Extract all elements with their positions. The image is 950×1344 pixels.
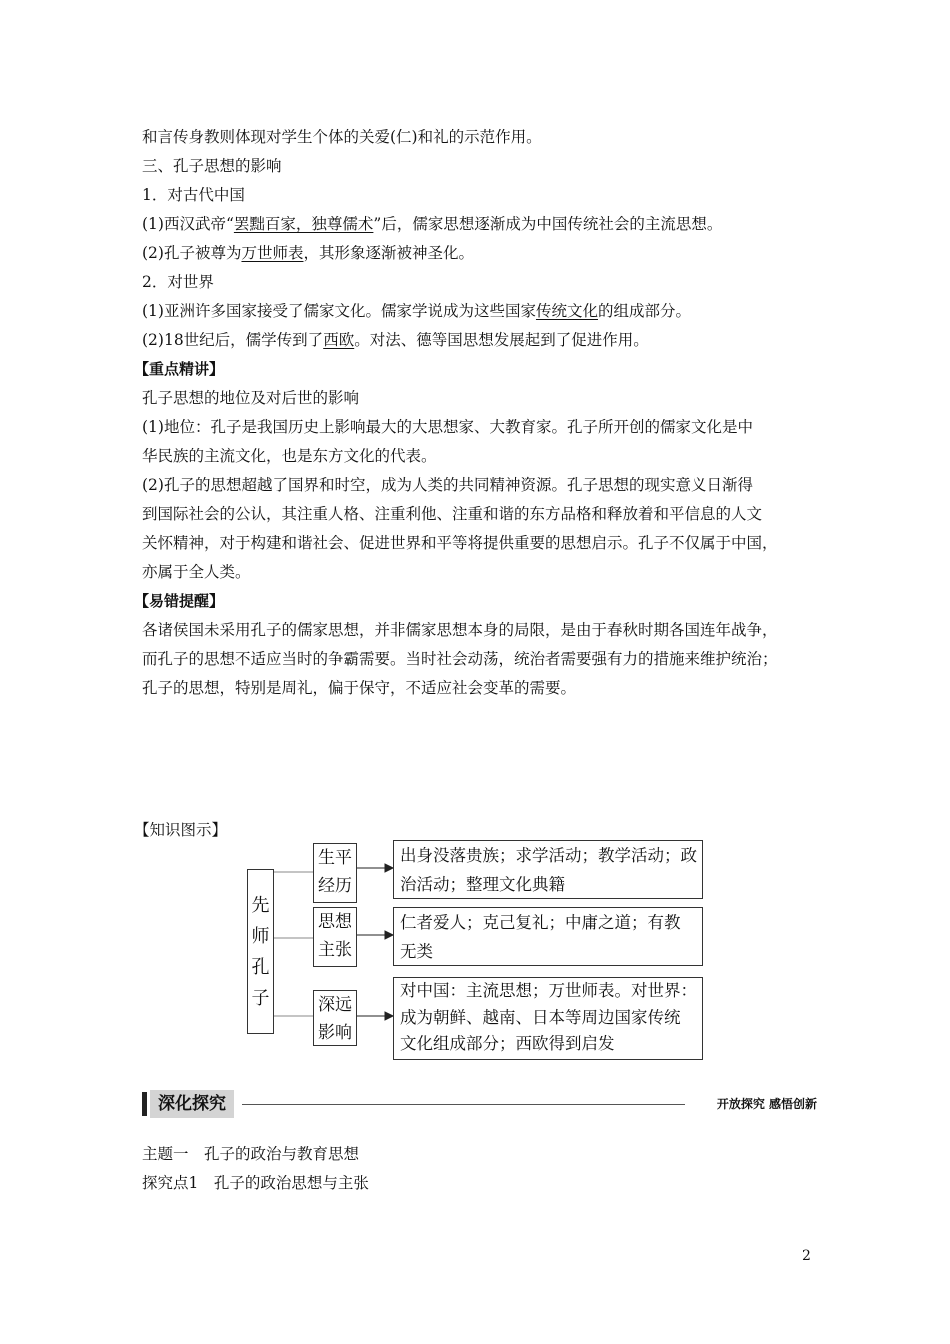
category-label: 经历 xyxy=(318,876,352,896)
banner-bar xyxy=(142,1092,147,1116)
arrow-head xyxy=(385,864,393,872)
section-heading: 三、孔子思想的影响 xyxy=(142,157,282,175)
text-line: 孔子的思想，特别是周礼，偏于保守，不适应社会变革的需要。 xyxy=(142,679,577,697)
text-span: ”后，儒家思想逐渐成为中国传统社会的主流思想。 xyxy=(373,215,723,233)
category-label: 生平 xyxy=(318,848,352,868)
content-line: 仁者爱人；克己复礼；中庸之道；有教 xyxy=(400,913,681,932)
category-label: 深远 xyxy=(318,995,352,1015)
root-node xyxy=(247,869,274,1034)
root-char: 师 xyxy=(251,926,270,947)
category-node-influence xyxy=(313,990,357,1046)
section-banner xyxy=(142,1090,817,1120)
text-span: (1)亚洲许多国家接受了儒家文化。儒家学说成为这些国家 xyxy=(142,302,536,320)
knowledge-diagram-heading: 【知识图示】 xyxy=(134,821,228,839)
category-node-life xyxy=(313,843,357,903)
mistake-reminder-heading: 【易错提醒】 xyxy=(134,592,225,610)
underlined-term: 罢黜百家，独尊儒术 xyxy=(233,215,374,233)
content-node-ideas xyxy=(393,907,703,966)
banner-rule xyxy=(242,1104,685,1105)
banner-subtitle: 开放探究 感悟创新 xyxy=(716,1097,817,1111)
content-node-influence xyxy=(393,977,703,1060)
underlined-term: 传统文化 xyxy=(535,302,598,320)
text-line: 和言传身教则体现对学生个体的关爱(仁)和礼的示范作用。 xyxy=(142,128,542,146)
arrow-head xyxy=(385,1012,393,1020)
category-label: 思想 xyxy=(318,912,352,932)
subheading: 2．对世界 xyxy=(142,273,214,291)
topic-heading: 主题一 孔子的政治与教育思想 xyxy=(142,1145,360,1163)
root-char: 子 xyxy=(251,988,270,1009)
text-span: (2)18世纪后，儒学传到了 xyxy=(142,331,324,349)
text-line: 到国际社会的公认，其注重人格、注重利他、注重和谐的东方品格和释放着和平信息的人文 xyxy=(142,505,763,523)
exploration-point-heading: 探究点1 孔子的政治思想与主张 xyxy=(142,1174,369,1192)
text-line: 关怀精神，对于构建和谐社会、促进世界和平等将提供重要的思想启示。孔子不仅属于中国， xyxy=(142,534,778,552)
content-line: 成为朝鲜、越南、日本等周边国家传统 xyxy=(400,1007,681,1027)
text-span: 的组成部分。 xyxy=(597,302,691,320)
page-number: 2 xyxy=(802,1248,811,1264)
text-span: ，其形象逐渐被神圣化。 xyxy=(303,244,474,262)
key-points-heading: 【重点精讲】 xyxy=(134,360,225,378)
category-label: 影响 xyxy=(318,1023,352,1043)
content-line: 文化组成部分；西欧得到启发 xyxy=(400,1034,615,1053)
root-char: 先 xyxy=(251,895,270,916)
underlined-term: 万世师表 xyxy=(241,244,304,262)
text-line: 亦属于全人类。 xyxy=(142,563,251,581)
banner-title: 深化探究 xyxy=(150,1090,234,1118)
content-node-life xyxy=(393,840,703,899)
text-line: 各诸侯国未采用孔子的儒家思想，并非儒家思想本身的局限，是由于春秋时期各国连年战争， xyxy=(142,621,778,639)
category-label: 主张 xyxy=(318,940,352,960)
text-line: 而孔子的思想不适应当时的争霸需要。当时社会动荡，统治者需要强有力的措施来维护统治； xyxy=(142,650,778,668)
category-node-ideas xyxy=(313,907,357,967)
arrow-head xyxy=(385,931,393,939)
content-line: 治活动；整理文化典籍 xyxy=(400,875,565,894)
root-char: 孔 xyxy=(251,957,270,978)
underlined-term: 西欧 xyxy=(323,331,355,349)
text-line: (1)地位：孔子是我国历史上影响最大的大思想家、大教育家。孔子所开创的儒家文化是中 xyxy=(142,418,753,436)
text-line: 孔子思想的地位及对后世的影响 xyxy=(142,389,360,407)
content-line: 出身没落贵族；求学活动；教学活动；政 xyxy=(400,846,697,865)
subheading: 1．对古代中国 xyxy=(142,186,245,204)
text-span: (2)孔子被尊为 xyxy=(142,244,242,262)
text-span: 。对法、德等国思想发展起到了促进作用。 xyxy=(354,331,649,349)
content-line: 无类 xyxy=(400,942,433,961)
text-span: (1)西汉武帝“ xyxy=(142,215,234,233)
content-line: 对中国：主流思想；万世师表。对世界： xyxy=(400,981,697,1000)
text-line: 华民族的主流文化，也是东方文化的代表。 xyxy=(142,447,437,465)
text-line: (2)孔子的思想超越了国界和时空，成为人类的共同精神资源。孔子思想的现实意义日渐得 xyxy=(142,476,753,494)
